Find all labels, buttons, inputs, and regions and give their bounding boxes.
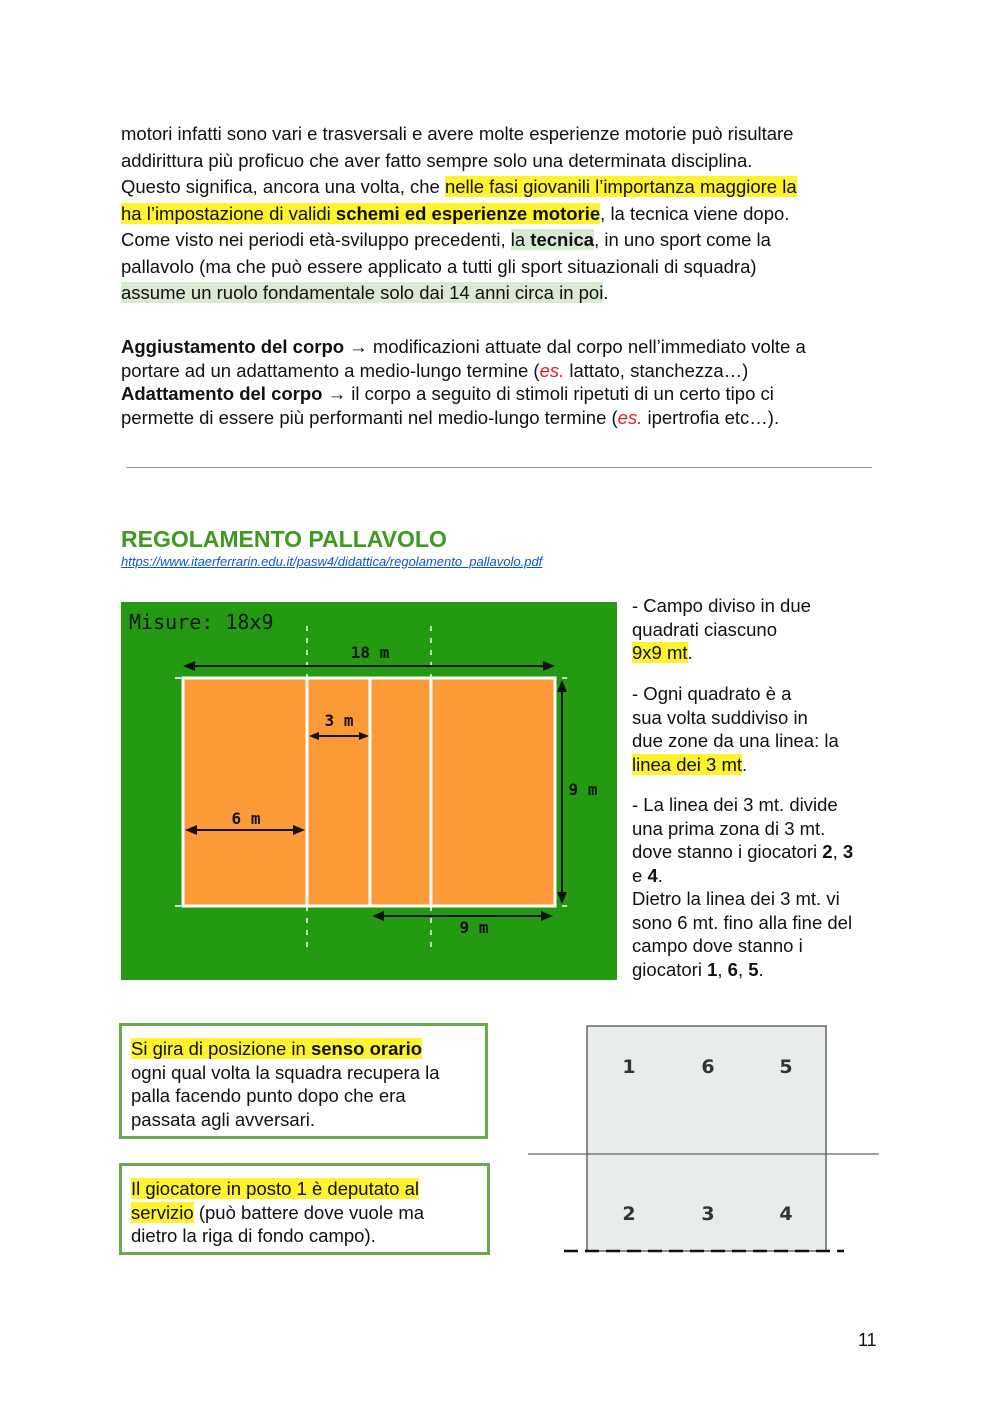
player-number: 2: [822, 841, 833, 862]
side-note-1: [632, 594, 882, 665]
box-line: [131, 1037, 476, 1061]
horizontal-rule: [126, 467, 872, 468]
note-line: - La linea dei 3 mt. divide: [632, 794, 838, 815]
green-highlight-span: assume un ruolo fondamentale solo dai 14 anni circa in poi: [121, 282, 604, 303]
intro-line: addirittura più proficuo che aver fatto sempre solo una determinata disciplina.: [121, 149, 753, 171]
back-zone-label: 6 m: [231, 809, 261, 828]
note-line: [632, 958, 882, 982]
note-line: due zone da una linea: la: [632, 730, 839, 751]
note-line: [632, 864, 882, 888]
intro-line: motori infatti sono vari e trasversali e avere molte esperienze motorie può risultare: [121, 123, 794, 144]
definition-line: [121, 382, 881, 406]
example-marker: es.: [539, 359, 565, 381]
definition-line: [121, 406, 881, 430]
text-span: ,: [737, 958, 749, 980]
position-label: 1: [622, 1056, 636, 1078]
text-span: .: [758, 958, 764, 980]
text-span: ipertrofia etc…).: [642, 406, 780, 428]
text-span: il corpo a seguito di stimoli ripetuti di un certo tipo ci: [351, 383, 774, 404]
box-line: palla facendo punto dopo che era: [131, 1085, 406, 1106]
note-line: campo dove stanno i: [632, 935, 803, 956]
note-line: - Campo diviso in due: [632, 595, 811, 616]
note-line: Dietro la linea dei 3 mt. vi: [632, 888, 840, 909]
text-span: ,: [832, 841, 843, 862]
text-span: Come visto nei periodi età-sviluppo precedenti,: [121, 229, 511, 250]
text-span: modificazioni attuate dal corpo nell’immediato volte a: [372, 336, 806, 357]
player-number: 6: [727, 958, 738, 980]
player-number: 3: [842, 841, 854, 862]
player-number: 5: [748, 958, 759, 980]
text-span: dove stanno i giocatori: [632, 841, 823, 862]
position-label: 4: [779, 1203, 793, 1225]
note-line: una prima zona di 3 mt.: [632, 817, 826, 839]
length-label: 18 m: [350, 643, 390, 662]
box-line: dietro la riga di fondo campo).: [131, 1225, 376, 1246]
highlight-span: Si gira di posizione in: [131, 1038, 311, 1059]
text-span: Questo significa, ancora una volta, che: [121, 176, 445, 197]
highlight-bold-span: senso orario: [310, 1038, 423, 1059]
rotation-rule-box: [119, 1023, 488, 1139]
text-span: lattato, stanchezza…): [564, 359, 749, 381]
green-highlight-span: la: [510, 229, 531, 250]
position-label: 3: [701, 1203, 715, 1225]
court-title: Misure: 18x9: [129, 610, 274, 634]
intro-line: [121, 227, 881, 254]
intro-line: [121, 174, 881, 201]
position-label: 5: [779, 1056, 793, 1078]
width-label: 9 m: [568, 780, 598, 799]
position-label: 2: [622, 1203, 636, 1225]
text-span: , in uno sport come la: [594, 229, 771, 250]
source-link[interactable]: https://www.itaerferrarin.edu.it/pasw4/didattica/regolamento_pallavolo.pdf: [121, 554, 543, 569]
text-span: .: [603, 282, 609, 303]
note-line: quadrati ciascuno: [632, 618, 778, 640]
note-line: [632, 641, 882, 665]
side-note-3: [632, 793, 882, 981]
text-span: .: [742, 753, 748, 775]
player-number: 4: [647, 864, 658, 886]
arrow-glyph: →: [344, 336, 373, 357]
box-line: passata agli avversari.: [131, 1108, 316, 1130]
arrow-glyph: →: [322, 383, 352, 404]
highlight-span: Il giocatore in posto 1 è deputato al: [131, 1178, 419, 1199]
side-note-2: [632, 682, 882, 776]
highlight-span: 9x9 mt: [632, 642, 688, 663]
box-line: ogni qual volta la squadra recupera la: [131, 1061, 440, 1083]
highlight-span: nelle fasi giovanili l’importanza maggiore la: [444, 176, 797, 197]
intro-line: [121, 201, 881, 228]
position-label: 6: [701, 1056, 715, 1078]
highlight-span: servizio: [131, 1201, 194, 1223]
definitions: [121, 335, 881, 429]
text-span: ,: [717, 958, 728, 980]
rotation-diagram: [526, 1023, 882, 1259]
definition-line: [121, 359, 881, 383]
text-span: .: [657, 864, 663, 886]
definition-term: Adattamento del corpo: [121, 383, 323, 404]
example-marker: es.: [617, 406, 643, 428]
text-span: e: [632, 864, 648, 886]
volleyball-court-diagram: [121, 602, 617, 980]
definition-term: Aggiustamento del corpo: [121, 336, 345, 357]
player-number: 1: [707, 958, 718, 980]
green-highlight-bold-span: tecnica: [530, 229, 595, 250]
page-number: 11: [858, 1330, 877, 1350]
text-span: .: [687, 642, 693, 663]
intro-line: pallavolo (ma che può essere applicato a tutti gli sport situazionali di squadra): [121, 255, 757, 277]
attack-label: 3 m: [324, 711, 354, 730]
note-line: sono 6 mt. fino alla fine del: [632, 911, 853, 933]
section-title: REGOLAMENTO PALLAVOLO: [121, 526, 447, 552]
note-line: - Ogni quadrato è a: [632, 683, 792, 704]
intro-line: [121, 280, 881, 307]
note-line: [632, 840, 882, 864]
box-line: [131, 1177, 478, 1201]
text-span: portare ad un adattamento a medio-lungo termine (: [121, 359, 540, 381]
highlight-span: ha l’impostazione di validi: [121, 202, 336, 224]
highlight-span: linea dei 3 mt: [632, 753, 743, 775]
text-span: permette di essere più performanti nel medio-lungo termine (: [121, 406, 618, 428]
text-span: , la tecnica viene dopo.: [600, 202, 790, 224]
intro-paragraph: [121, 121, 881, 307]
box-line: [131, 1201, 478, 1225]
half-label: 9 m: [459, 918, 489, 937]
text-span: giocatori: [632, 958, 708, 980]
highlight-bold-span: schemi ed esperienze motorie: [335, 202, 601, 224]
definition-line: [121, 335, 881, 359]
serve-rule-box: [119, 1163, 490, 1255]
note-line: [632, 753, 882, 777]
note-line: sua volta suddiviso in: [632, 706, 808, 728]
text-span: (può battere dove vuole ma: [193, 1201, 425, 1223]
